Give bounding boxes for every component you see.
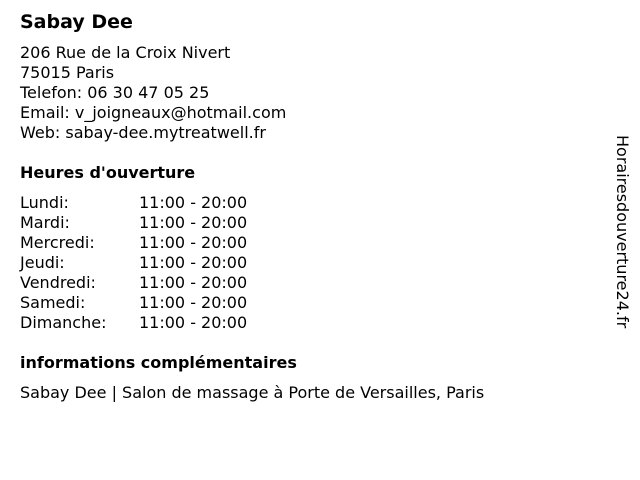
hours-row-sunday: [20, 313, 280, 333]
hours-row-monday: [20, 193, 280, 213]
street-address: 206 Rue de la Croix Nivert: [20, 43, 231, 62]
city-postcode: 75015 Paris: [20, 63, 115, 82]
day-label: Lundi:: [20, 193, 69, 212]
hours-row-wednesday: [20, 233, 280, 253]
time-range: 11:00 - 20:00: [139, 293, 248, 312]
contact-block: [20, 43, 286, 143]
day-label: Jeudi:: [20, 253, 65, 272]
hours-row-saturday: [20, 293, 280, 313]
hours-row-thursday: [20, 253, 280, 273]
day-label: Samedi:: [20, 293, 86, 312]
opening-hours-heading: Heures d'ouverture: [20, 163, 196, 182]
hours-row-tuesday: [20, 213, 280, 233]
additional-info-text: Sabay Dee | Salon de massage à Porte de Versailles, Paris: [20, 383, 485, 402]
day-label: Mardi:: [20, 213, 70, 232]
time-range: 11:00 - 20:00: [139, 213, 248, 232]
time-range: 11:00 - 20:00: [139, 233, 248, 252]
side-watermark: [612, 135, 632, 345]
time-range: 11:00 - 20:00: [139, 313, 248, 332]
website-address: Web: sabay-dee.mytreatwell.fr: [20, 123, 266, 142]
hours-row-friday: [20, 273, 280, 293]
email-address: Email: v_joigneaux@hotmail.com: [20, 103, 287, 122]
time-range: 11:00 - 20:00: [139, 253, 248, 272]
day-label: Mercredi:: [20, 233, 95, 252]
time-range: 11:00 - 20:00: [139, 193, 248, 212]
watermark-text: Horairesdouverture24.fr: [613, 135, 632, 329]
additional-info-heading: informations complémentaires: [20, 353, 297, 372]
day-label: Dimanche:: [20, 313, 107, 332]
business-name: Sabay Dee: [20, 11, 133, 33]
day-label: Vendredi:: [20, 273, 96, 292]
opening-hours-table: [20, 193, 280, 333]
time-range: 11:00 - 20:00: [139, 273, 248, 292]
phone-number: Telefon: 06 30 47 05 25: [20, 83, 210, 102]
